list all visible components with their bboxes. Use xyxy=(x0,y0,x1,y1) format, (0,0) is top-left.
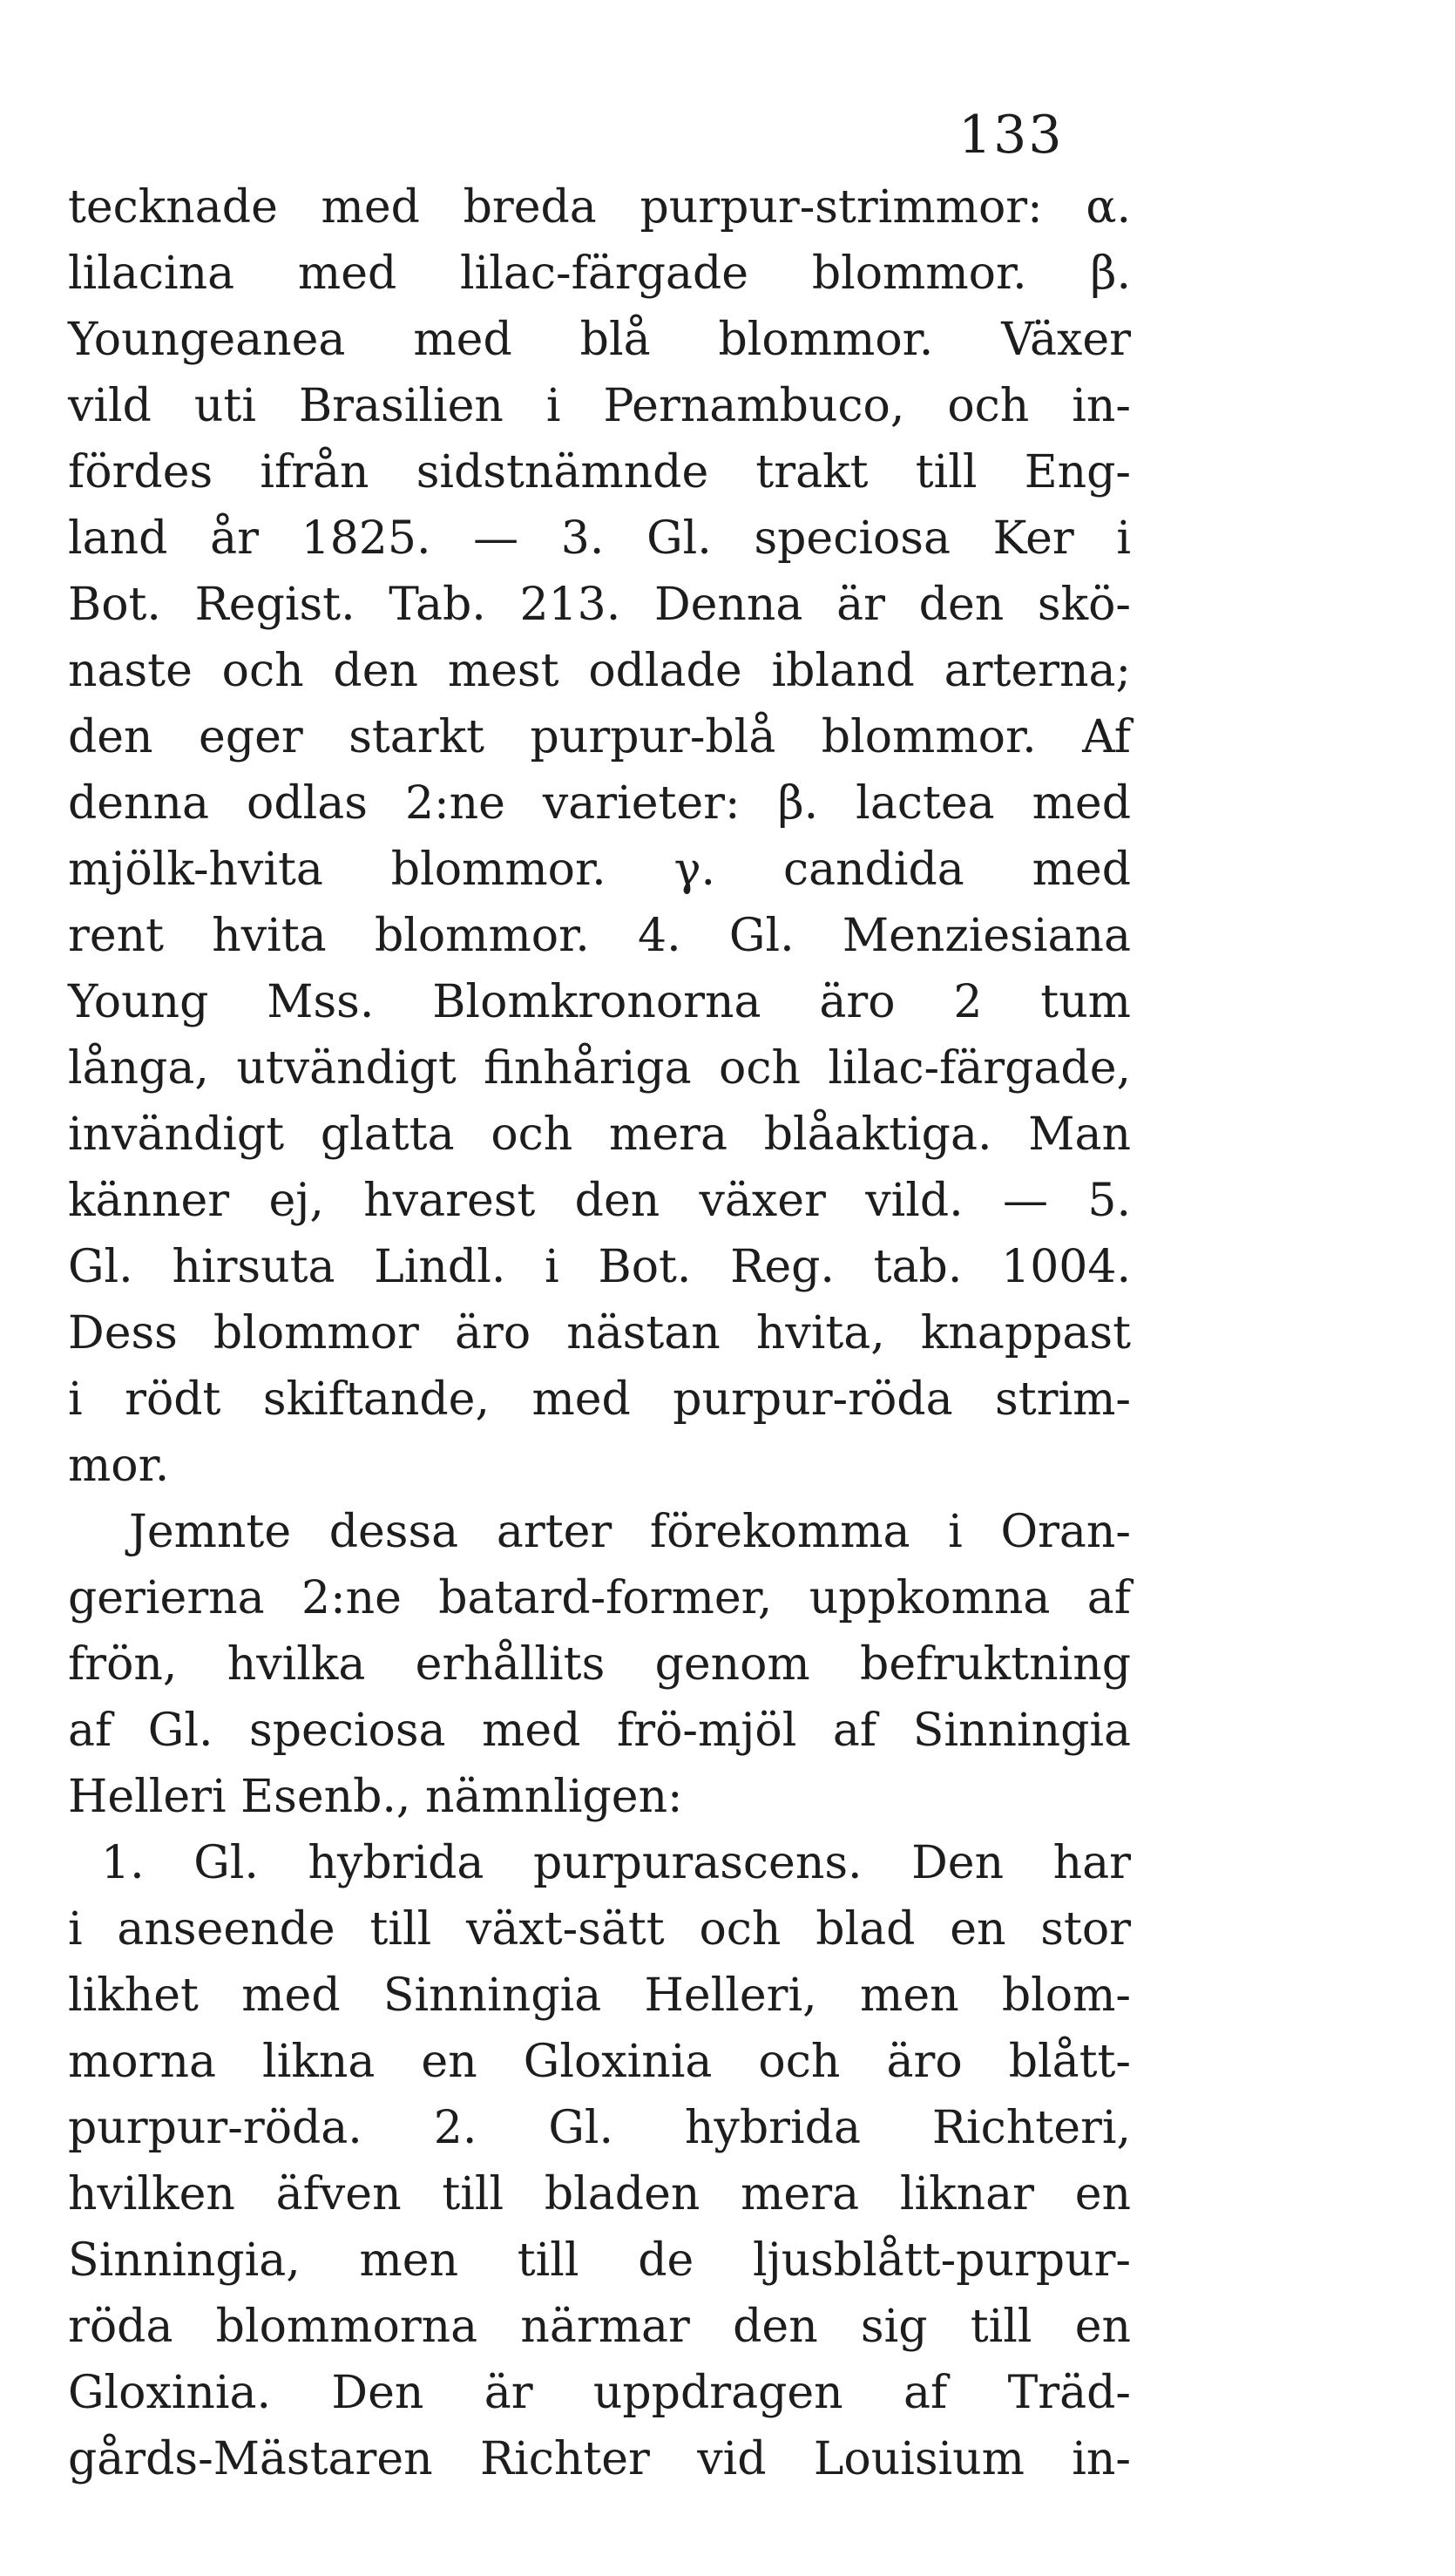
text-line: likhet med Sinningia Helleri, men blom- xyxy=(68,1969,1131,2022)
text-line: fördes ifrån sidstnämnde trakt till Eng- xyxy=(68,446,1131,498)
text-line: Jemnte dessa arter förekomma i Oran- xyxy=(129,1506,1131,1558)
text-line: Helleri Esenb., nämnligen: xyxy=(68,1771,683,1823)
text-line: Sinningia, men till de ljusblått-purpur- xyxy=(68,2234,1131,2287)
page-number: 133 xyxy=(958,105,1064,166)
text-line: purpur-röda. 2. Gl. hybrida Richteri, xyxy=(68,2102,1131,2154)
text-line: vild uti Brasilien i Pernambuco, och in- xyxy=(68,380,1131,432)
text-line: mjölk-hvita blommor. γ. candida med xyxy=(68,844,1131,896)
text-line: Dess blommor äro nästan hvita, knappast xyxy=(68,1307,1131,1359)
text-line: rent hvita blommor. 4. Gl. Menziesiana xyxy=(68,910,1131,962)
text-line: gårds-Mästaren Richter vid Louisium in- xyxy=(68,2433,1131,2485)
text-line: Youngeanea med blå blommor. Växer xyxy=(68,314,1131,366)
body-text xyxy=(68,174,1131,2492)
text-line: 1. Gl. hybrida purpurascens. Den har xyxy=(101,1837,1131,1889)
text-line: invändigt glatta och mera blåaktiga. Man xyxy=(68,1108,1131,1161)
text-line: gerierna 2:ne batard-former, uppkomna af xyxy=(68,1572,1131,1624)
text-line: långa, utvändigt finhåriga och lilac-färgade, xyxy=(68,1042,1131,1095)
text-line: Gloxinia. Den är uppdragen af Träd- xyxy=(68,2367,1131,2419)
text-line: naste och den mest odlade ibland arterna; xyxy=(68,645,1131,697)
text-line: känner ej, hvarest den växer vild. — 5. xyxy=(68,1175,1131,1227)
text-line: hvilken äfven till bladen mera liknar en xyxy=(68,2168,1131,2220)
text-line: Bot. Regist. Tab. 213. Denna är den skö- xyxy=(68,579,1131,631)
text-line: morna likna en Gloxinia och äro blått- xyxy=(68,2036,1131,2088)
text-line: röda blommorna närmar den sig till en xyxy=(68,2301,1131,2353)
text-line: frön, hvilka erhållits genom befruktning xyxy=(68,1638,1131,1691)
text-line: Young Mss. Blomkronorna äro 2 tum xyxy=(68,976,1131,1028)
text-line: i anseende till växt-sätt och blad en stor xyxy=(68,1903,1131,1956)
text-line: den eger starkt purpur-blå blommor. Af xyxy=(68,711,1131,763)
text-line: land år 1825. — 3. Gl. speciosa Ker i xyxy=(68,512,1131,565)
text-line: i rödt skiftande, med purpur-röda strim- xyxy=(68,1373,1131,1426)
text-line: mor. xyxy=(68,1440,170,1492)
text-line: Gl. hirsuta Lindl. i Bot. Reg. tab. 1004. xyxy=(68,1241,1131,1293)
text-line: af Gl. speciosa med frö-mjöl af Sinningia xyxy=(68,1705,1131,1757)
text-line: lilacina med lilac-färgade blommor. β. xyxy=(68,247,1131,300)
text-line: denna odlas 2:ne varieter: β. lactea med xyxy=(68,777,1131,830)
text-line: tecknade med breda purpur-strimmor: α. xyxy=(68,181,1131,234)
